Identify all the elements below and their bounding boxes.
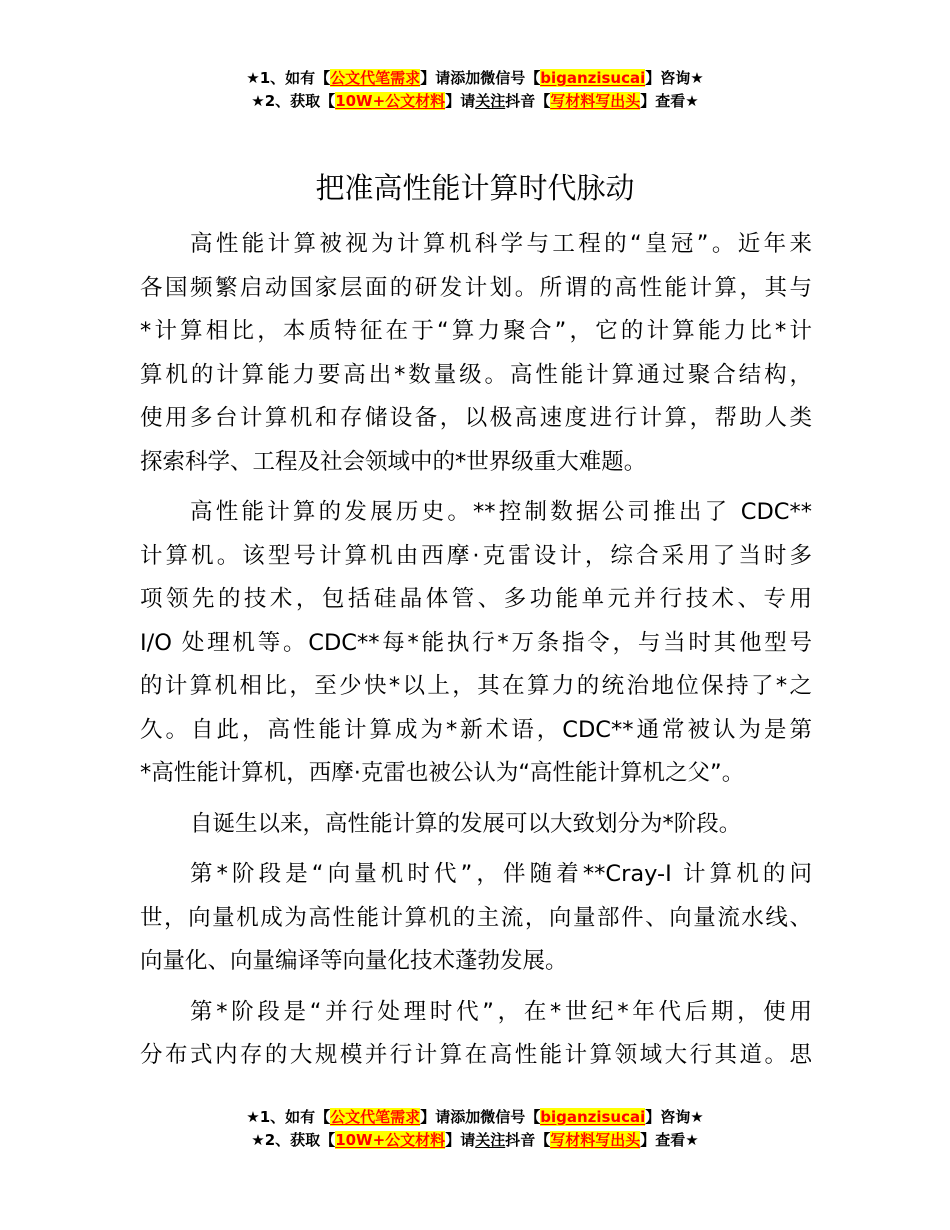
document-title: 把准高性能计算时代脉动	[315, 171, 635, 205]
text-line: I/O 处理机等。CDC**每*能执行*万条指令，与当时其他型号	[140, 629, 812, 656]
banner-text: 抖音【	[505, 1131, 551, 1149]
paragraph	[140, 223, 812, 484]
banner-text: 】查看★	[640, 92, 699, 110]
banner-text: ★1、如有【	[246, 1108, 331, 1126]
text-line: 向量化、向量编译等向量化技术蓬勃发展。	[140, 948, 568, 974]
banner-text: 抖音【	[505, 92, 551, 110]
text-line: 分布式内存的大规模并行计算在高性能计算领域大行其道。思	[140, 1042, 812, 1068]
banner-line-2	[0, 90, 950, 113]
text-line: 世，向量机成为高性能计算机的主流，向量部件、向量流水线、	[140, 904, 812, 931]
banner-text: 】咨询★	[645, 1108, 704, 1126]
banner-highlight: 10W+公文材料	[335, 1131, 446, 1149]
paragraph	[140, 991, 812, 1078]
banner-underlined-text: 关注	[475, 92, 506, 110]
text-line: 久。自此，高性能计算成为*新术语，CDC**通常被认为是第	[140, 716, 812, 743]
text-line: *高性能计算机，西摩·克雷也被公认为“高性能计算机之父”。	[140, 760, 745, 786]
banner-highlight: 写材料写出头	[550, 1131, 641, 1149]
text-line: 计算机。该型号计算机由西摩·克雷设计，综合采用了当时多	[140, 542, 812, 569]
text-line: 第*阶段是“并行处理时代”，在*世纪*年代后期，使用	[190, 998, 812, 1025]
header-banner	[0, 67, 950, 113]
banner-line-1	[0, 1106, 950, 1129]
paragraph	[140, 803, 812, 847]
banner-text: 】请添加微信号【	[420, 69, 541, 87]
text-line: 自诞生以来，高性能计算的发展可以大致划分为*阶段。	[190, 810, 742, 837]
banner-highlight: 公文代笔需求	[330, 1108, 421, 1126]
banner-text: 】请	[445, 92, 476, 110]
banner-text: 】请	[445, 1131, 476, 1149]
banner-line-2	[0, 1129, 950, 1152]
banner-underlined-text: 关注	[475, 1131, 506, 1149]
banner-text: ★2、获取【	[251, 92, 336, 110]
banner-highlight: 公文代笔需求	[330, 69, 421, 87]
banner-line-1	[0, 67, 950, 90]
banner-text: ★2、获取【	[251, 1131, 336, 1149]
banner-highlight: 写材料写出头	[550, 92, 641, 110]
paragraph	[140, 491, 812, 796]
text-line: 各国频繁启动国家层面的研发计划。所谓的高性能计算，其与	[140, 274, 812, 301]
banner-text: ★1、如有【	[246, 69, 331, 87]
banner-highlight: biganzisucai	[540, 69, 646, 87]
text-line: 探索科学、工程及社会领域中的*世界级重大难题。	[140, 448, 647, 475]
footer-banner	[0, 1106, 950, 1152]
text-line: 使用多台计算机和存储设备，以极高速度进行计算，帮助人类	[140, 405, 812, 431]
document-body	[140, 223, 812, 1085]
banner-text: 】请添加微信号【	[420, 1108, 541, 1126]
text-line: 高性能计算的发展历史。**控制数据公司推出了 CDC**	[190, 499, 812, 525]
banner-highlight: 10W+公文材料	[335, 92, 446, 110]
banner-text: 】咨询★	[645, 69, 704, 87]
banner-highlight: biganzisucai	[540, 1108, 646, 1126]
banner-text: 】查看★	[640, 1131, 699, 1149]
paragraph	[140, 853, 812, 984]
text-line: 第*阶段是“向量机时代”，伴随着**Cray-I 计算机的问	[190, 861, 812, 887]
text-line: 的计算机相比，至少快*以上，其在算力的统治地位保持了*之	[140, 673, 812, 699]
text-line: 算机的计算能力要高出*数量级。高性能计算通过聚合结构，	[140, 361, 812, 388]
text-line: *计算相比，本质特征在于“算力聚合”，它的计算能力比*计	[140, 318, 812, 344]
text-line: 项领先的技术，包括硅晶体管、多功能单元并行技术、专用	[140, 586, 812, 612]
text-line: 高性能计算被视为计算机科学与工程的“皇冠”。近年来	[190, 231, 812, 257]
